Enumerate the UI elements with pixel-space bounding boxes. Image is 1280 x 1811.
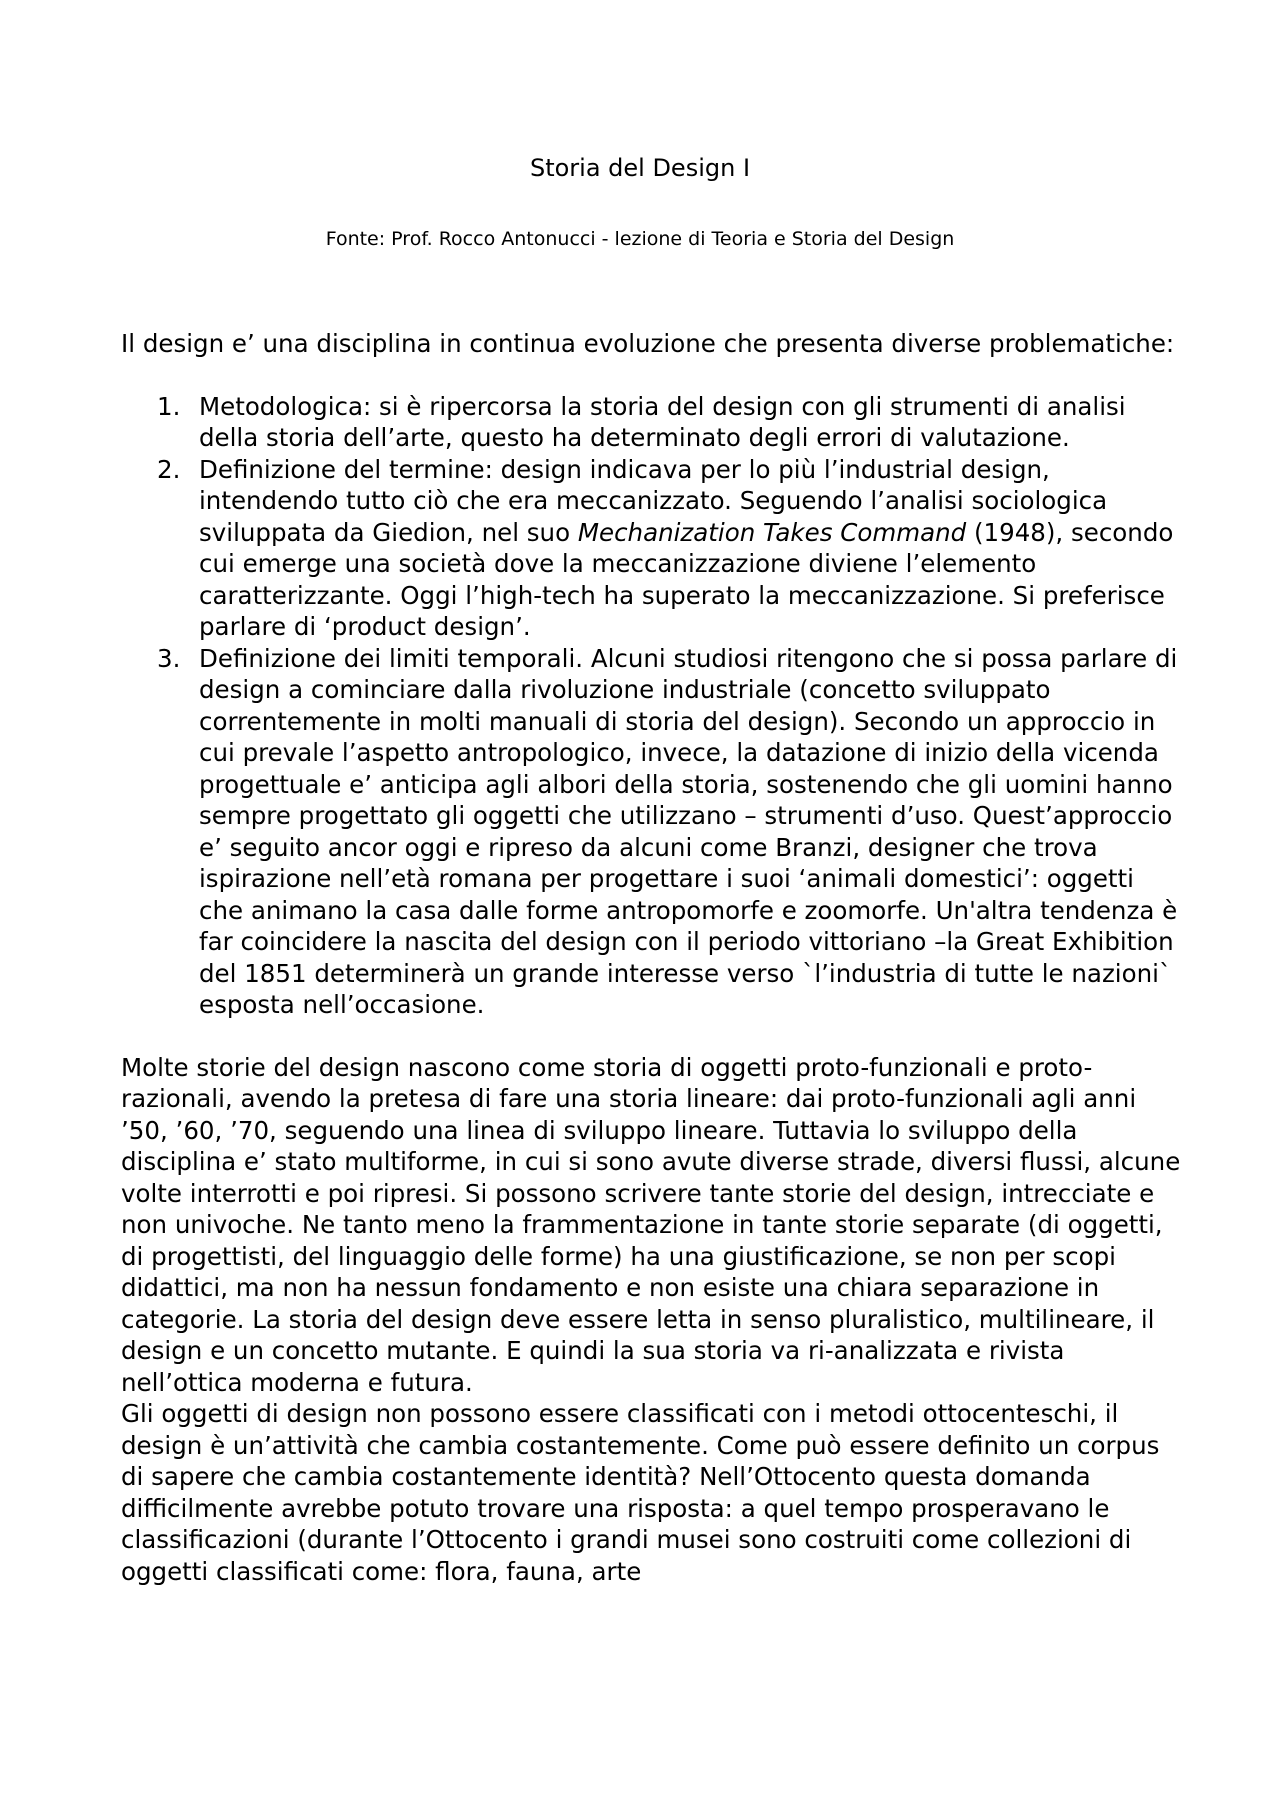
document-title: Storia del Design I xyxy=(529,154,751,182)
list-item xyxy=(157,454,1181,643)
list-item-text: Definizione del termine: design indicava per lo più l’industrial design, intendendo tutto ciò che era meccanizzato. Seguendo l’analisi sociologica sviluppata da Giedion, nel suo xyxy=(199,454,1108,547)
list-item xyxy=(157,643,1181,1021)
book-title: Mechanization Takes Command xyxy=(577,517,967,547)
list-item-number: 2. xyxy=(157,454,181,484)
list-item-number: 1. xyxy=(157,391,181,421)
list-item-number: 3. xyxy=(157,643,181,673)
list-item-text: (1948), secondo cui emerge una società dove la meccanizzazione diviene l’elemento caratterizzante. Oggi l’high-tech ha superato la meccanizzazione. Si preferisce parlare di ‘product design’. xyxy=(199,517,1174,641)
intro-paragraph: Il design e’ una disciplina in continua evoluzione che presenta diverse problematiche: xyxy=(121,329,1175,358)
list-item-text: Definizione dei limiti temporali. Alcuni studiosi ritengono che si possa parlare di design a cominciare dalla rivoluzione industriale (concetto sviluppato correntemente in molti manuali di storia del design). Secondo un approccio in cui prevale l’aspetto antropologico, invece, la datazione di inizio della vicenda progettuale e’ anticipa agli albori della storia, sostenendo che gli uomini hanno sempre progettato gli oggetti che utilizzano – strumenti d’uso. Quest’approccio e’ seguito ancor oggi e ripreso da alcuni come Branzi, designer che trova ispirazione nell’età romana per progettare i suoi ‘animali domestici’: oggetti che animano la casa dalle forme antropomorfe e zoomorfe. Un'altra tendenza è far coincidere la nascita del design con il periodo vittoriano –la Great Exhibition del 1851 determinerà un grande interesse verso `l’industria di tutte le nazioni` esposta nell’occasione. xyxy=(199,643,1178,1019)
source-line: Fonte: Prof. Rocco Antonucci - lezione di Teoria e Storia del Design xyxy=(325,228,955,250)
list-item xyxy=(157,391,1181,454)
problems-list xyxy=(121,391,1181,1021)
list-item-text: Metodologica: si è ripercorsa la storia del design con gli strumenti di analisi della storia dell’arte, questo ha determinato degli errori di valutazione. xyxy=(199,391,1126,452)
body-paragraph: Gli oggetti di design non possono essere classificati con i metodi ottocenteschi, il design è un’attività che cambia costantemente. Come può essere definito un corpus di sapere che cambia costantemente identità? Nell’Ottocento questa domanda difficilmente avrebbe potuto trovare una risposta: a quel tempo prosperavano le classificazioni (durante l’Ottocento i grandi musei sono costruiti come collezioni di oggetti classificati come: flora, fauna, arte xyxy=(121,1399,1160,1586)
document-body xyxy=(121,328,1181,1587)
body-paragraph: Molte storie del design nascono come storia di oggetti proto-funzionali e proto-razionali, avendo la pretesa di fare una storia lineare: dai proto-funzionali agli anni ’50, ’60, ’70, seguendo una linea di sviluppo lineare. Tuttavia lo sviluppo della disciplina e’ stato multiforme, in cui si sono avute diverse strade, diversi flussi, alcune volte interrotti e poi ripresi. Si possono scrivere tante storie del design, intrecciate e non univoche. Ne tanto meno la frammentazione in tante storie separate (di oggetti, di progettisti, del linguaggio delle forme) ha una giustificazione, se non per scopi didattici, ma non ha nessun fondamento e non esiste una chiara separazione in categorie. La storia del design deve essere letta in senso pluralistico, multilineare, il design e un concetto mutante. E quindi la sua storia va ri-analizzata e rivista nell’ottica moderna e futura. xyxy=(121,1052,1181,1397)
